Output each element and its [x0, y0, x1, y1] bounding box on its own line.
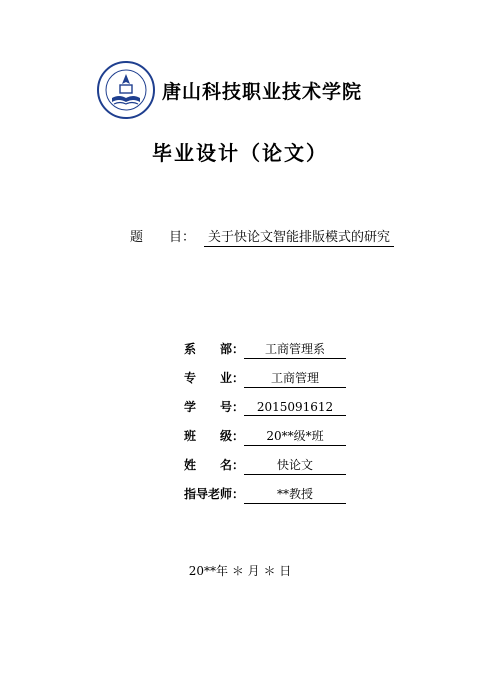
info-label: 专 业：: [184, 371, 245, 385]
info-value: 2015091612: [244, 400, 346, 416]
info-value: **教授: [244, 485, 346, 504]
document-title: 毕业设计（论文）: [152, 141, 328, 165]
info-label: 班 级：: [184, 429, 245, 443]
info-value: 20**级*班: [244, 427, 346, 446]
topic-row: [130, 226, 394, 247]
topic-value: 关于快论文智能排版模式的研究: [204, 226, 394, 247]
info-list: [184, 340, 346, 514]
info-value: 工商管理系: [244, 340, 346, 359]
info-row-class: [184, 427, 346, 456]
info-label: 学 号：: [184, 400, 245, 414]
info-row-department: [184, 340, 346, 369]
info-value: 快论文: [244, 456, 346, 475]
date: 20**年 ＊ 月 ＊ 日: [188, 564, 292, 578]
info-row-name: [184, 456, 346, 485]
school-emblem-icon: [96, 60, 156, 120]
info-row-major: [184, 369, 346, 398]
info-row-student-id: [184, 398, 346, 427]
info-value: 工商管理: [244, 369, 346, 388]
school-name: 唐山科技职业技术学院: [162, 80, 363, 103]
info-row-advisor: [184, 485, 346, 514]
header: [96, 60, 362, 120]
info-label: 系 部：: [184, 342, 245, 356]
info-label: 姓 名：: [184, 458, 245, 472]
topic-label: 题 目：: [130, 230, 196, 245]
info-label: 指导老师：: [184, 487, 245, 501]
